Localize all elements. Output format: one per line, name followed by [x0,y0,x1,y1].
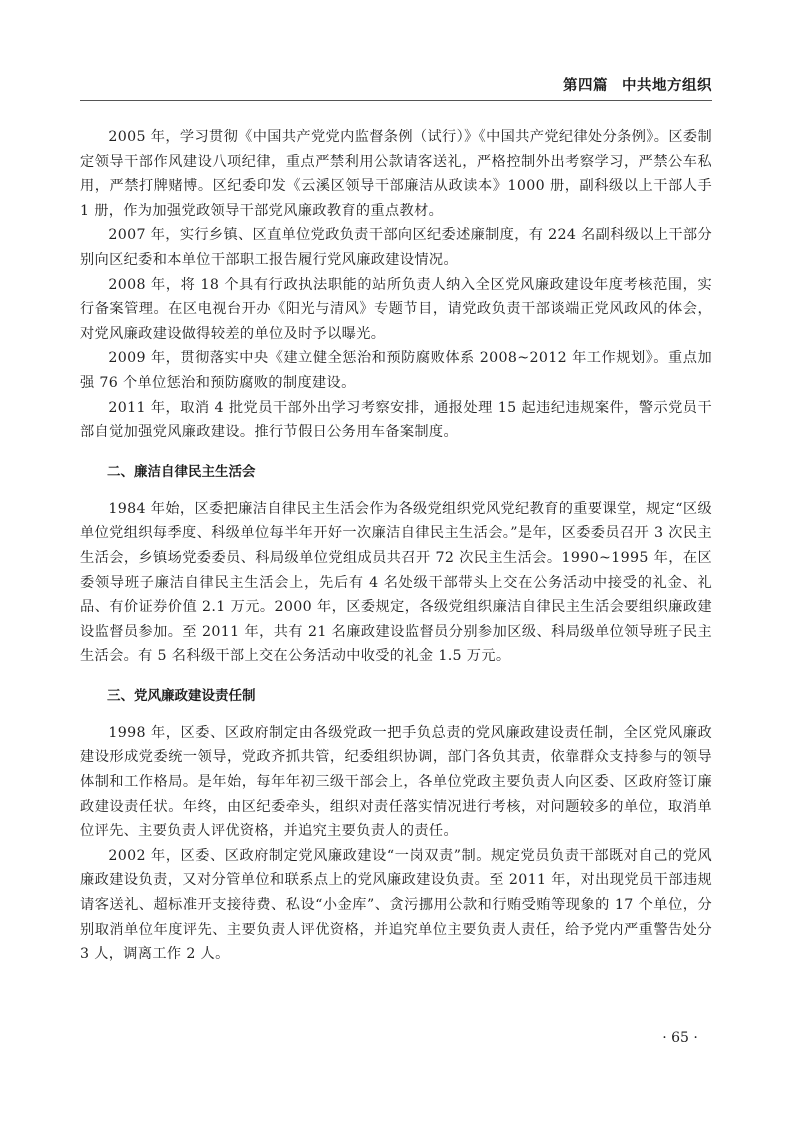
header-part: 第四篇 [563,78,608,94]
running-header [80,74,712,95]
section-heading-3: 三、党风廉政建设责任制 [107,687,256,704]
section-3-paragraph-1998: 1998 年，区委、区政府制定由各级党政一把手负总责的党风廉政建设责任制，全区党风廉政建设形成党委统一领导，党政齐抓共管，纪委组织协调，部门各负其责，依靠群众支持参与的领导体制和工作格局。是年始，每年年初三级干部会上，各单位党政主要负责人向区委、区政府签订廉政建设责任状。年终，由区纪委牵头，组织对责任落实情况进行考核，对问题较多的单位，取消单位评先、主要负责人评优资格，并追究主要负责人的责任。 [80,724,712,840]
section-heading-2: 二、廉洁自律民主生活会 [107,463,256,480]
page-number: · 65 · [662,1030,698,1046]
paragraph-2009: 2009 年，贯彻落实中央《建立健全惩治和预防腐败体系 2008~2012 年工作规划》。重点加强 76 个单位惩治和预防腐败的制度建设。 [80,350,712,391]
page-body [80,125,712,967]
header-rule [80,100,712,101]
header-title: 中共地方组织 [622,78,712,94]
paragraph-2008: 2008 年，将 18 个具有行政执法职能的站所负责人纳入全区党风廉政建设年度考核范围，实行备案管理。在区电视台开办《阳光与清风》专题节目，请党政负责干部谈端正党风政风的体会，对党风廉政建设做得较差的单位及时予以曝光。 [80,276,712,342]
section-2-paragraph: 1984 年始，区委把廉洁自律民主生活会作为各级党组织党风党纪教育的重要课堂，规定“区级单位党组织每季度、科级单位每半年开好一次廉洁自律民主生活会。”是年，区委委员召开 3 次民主生活会，乡镇场党委委员、科局级单位党组成员共召开 72 次民主生活会。1990~1995 年，在区委领导班子廉洁自律民主生活会上，先后有 4 名处级干部带头上交在公务活动中接受的礼金、礼品、有价证券价值 2.1 万元。2000 年，区委规定，各级党组织廉洁自律民主生活会要组织廉政建设监督员参加。至 2011 年，共有 21 名廉政建设监督员分别参加区级、科局级单位领导班子民主生活会。有 5 名科级干部上交在公务活动中收受的礼金 1.5 万元。 [80,500,712,665]
paragraph-2005: 2005 年，学习贯彻《中国共产党党内监督条例（试行）》《中国共产党纪律处分条例》。区委制定领导干部作风建设八项纪律，重点严禁利用公款请客送礼，严格控制外出考察学习，严禁公车私用，严禁打牌赌博。区纪委印发《云溪区领导干部廉洁从政读本》1000 册，副科级以上干部人手 1 册，作为加强党政领导干部党风廉政教育的重点教材。 [80,129,712,219]
section-3-paragraph-2002: 2002 年，区委、区政府制定党风廉政建设“一岗双责”制。规定党员负责干部既对自己的党风廉政建设负责，又对分管单位和联系点上的党风廉政建设负责。至 2011 年，对出现党员干部违规请客送礼、超标准开支接待费、私设“小金库”、贪污挪用公款和行贿受贿等现象的 17 个单位，分别取消单位年度评先、主要负责人评优资格，并追究单位主要负责人责任，给予党内严重警告处分 3 人，调离工作 2 人。 [80,847,712,963]
paragraph-2011: 2011 年，取消 4 批党员干部外出学习考察安排，通报处理 15 起违纪违规案件，警示党员干部自觉加强党风廉政建设。推行节假日公务用车备案制度。 [80,399,712,441]
paragraph-2007: 2007 年，实行乡镇、区直单位党政负责干部向区纪委述廉制度，有 224 名副科级以上干部分别向区纪委和本单位干部职工报告履行党风廉政建设情况。 [80,227,712,268]
